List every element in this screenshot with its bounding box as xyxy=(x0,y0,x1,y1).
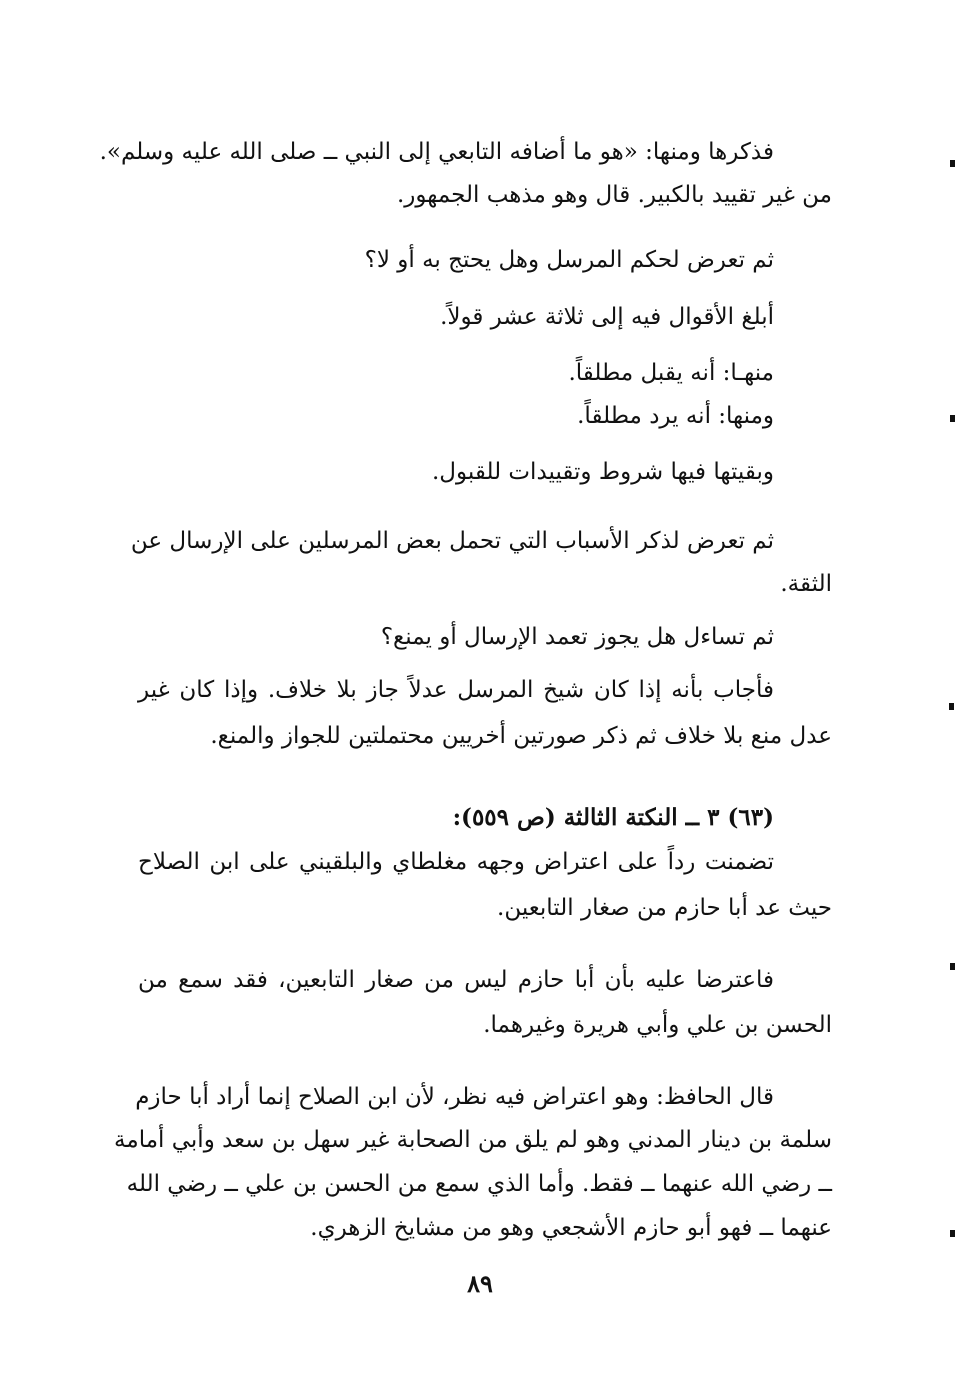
text-line: حيث عد أبا حازم من صغار التابعين. xyxy=(497,895,832,921)
scan-mark xyxy=(950,963,955,970)
section-heading: (٦٣) ٣ ــ النكتة الثالثة (ص ٥٥٩): xyxy=(452,804,774,831)
text-line: قال الحافظ: وهو اعتراض فيه نظر، لأن ابن الصلاح إنما أراد أبا حازم xyxy=(135,1084,774,1110)
text-line: أبلغ الأقوال فيه إلى ثلاثة عشر قولاً. xyxy=(440,304,774,330)
text-line: ــ رضي الله عنهما ــ فقط. وأما الذي سمع من الحسن بن علي ــ رضي الله xyxy=(126,1171,832,1197)
text-line: وبقيتها فيها شروط وتقييدات للقبول. xyxy=(431,459,774,485)
scan-mark xyxy=(950,1230,955,1237)
text-line: سلمة بن دينار المدني وهو لم يلق من الصحابة غير سهل بن سعد وأبي أمامة xyxy=(114,1127,832,1153)
text-line: ثم تساءل هل يجوز تعمد الإرسال أو يمنع؟ xyxy=(380,624,774,650)
text-line: من غير تقييد بالكبير. قال وهو مذهب الجمهور. xyxy=(396,182,832,208)
scan-mark xyxy=(949,703,954,710)
scan-mark xyxy=(950,415,955,422)
text-line: الثقة. xyxy=(780,571,832,597)
text-line: ومنها: أنه يرد مطلقاً. xyxy=(577,403,774,429)
text-line: تضمنت رداً على اعتراض وجهه مغلطاي والبلقيني على ابن الصلاح xyxy=(138,849,774,875)
text-line: الحسن بن علي وأبي هريرة وغيرهما. xyxy=(483,1012,832,1038)
scan-mark xyxy=(950,160,955,167)
text-line: فذكرها ومنها: «هو ما أضافه التابعي إلى النبي ــ صلى الله عليه وسلم». xyxy=(99,139,774,165)
text-line: ثم تعرض لذكر الأسباب التي تحمل بعض المرسلين على الإرسال عن xyxy=(130,528,774,554)
text-line: عنهما ــ فهو أبو حازم الأشجعي وهو من مشايخ الزهري. xyxy=(310,1215,832,1241)
text-line: عدل منع بلا خلاف ثم ذكر صورتين أخريين محتملتين للجواز والمنع. xyxy=(210,723,832,749)
text-line: فاعترضا عليه بأن أبا حازم ليس من صغار التابعين، فقد سمع من xyxy=(138,967,774,993)
text-line: ثم تعرض لحكم المرسل وهل يحتج به أو لا؟ xyxy=(364,247,774,273)
page-number: ٨٩ xyxy=(467,1269,493,1298)
text-line: فأجاب بأنه إذا كان شيخ المرسل عدلاً جاز بلا خلاف. وإذا كان غير xyxy=(138,677,774,703)
text-line: منهـا: أنه يقبل مطلقاً. xyxy=(568,360,774,386)
